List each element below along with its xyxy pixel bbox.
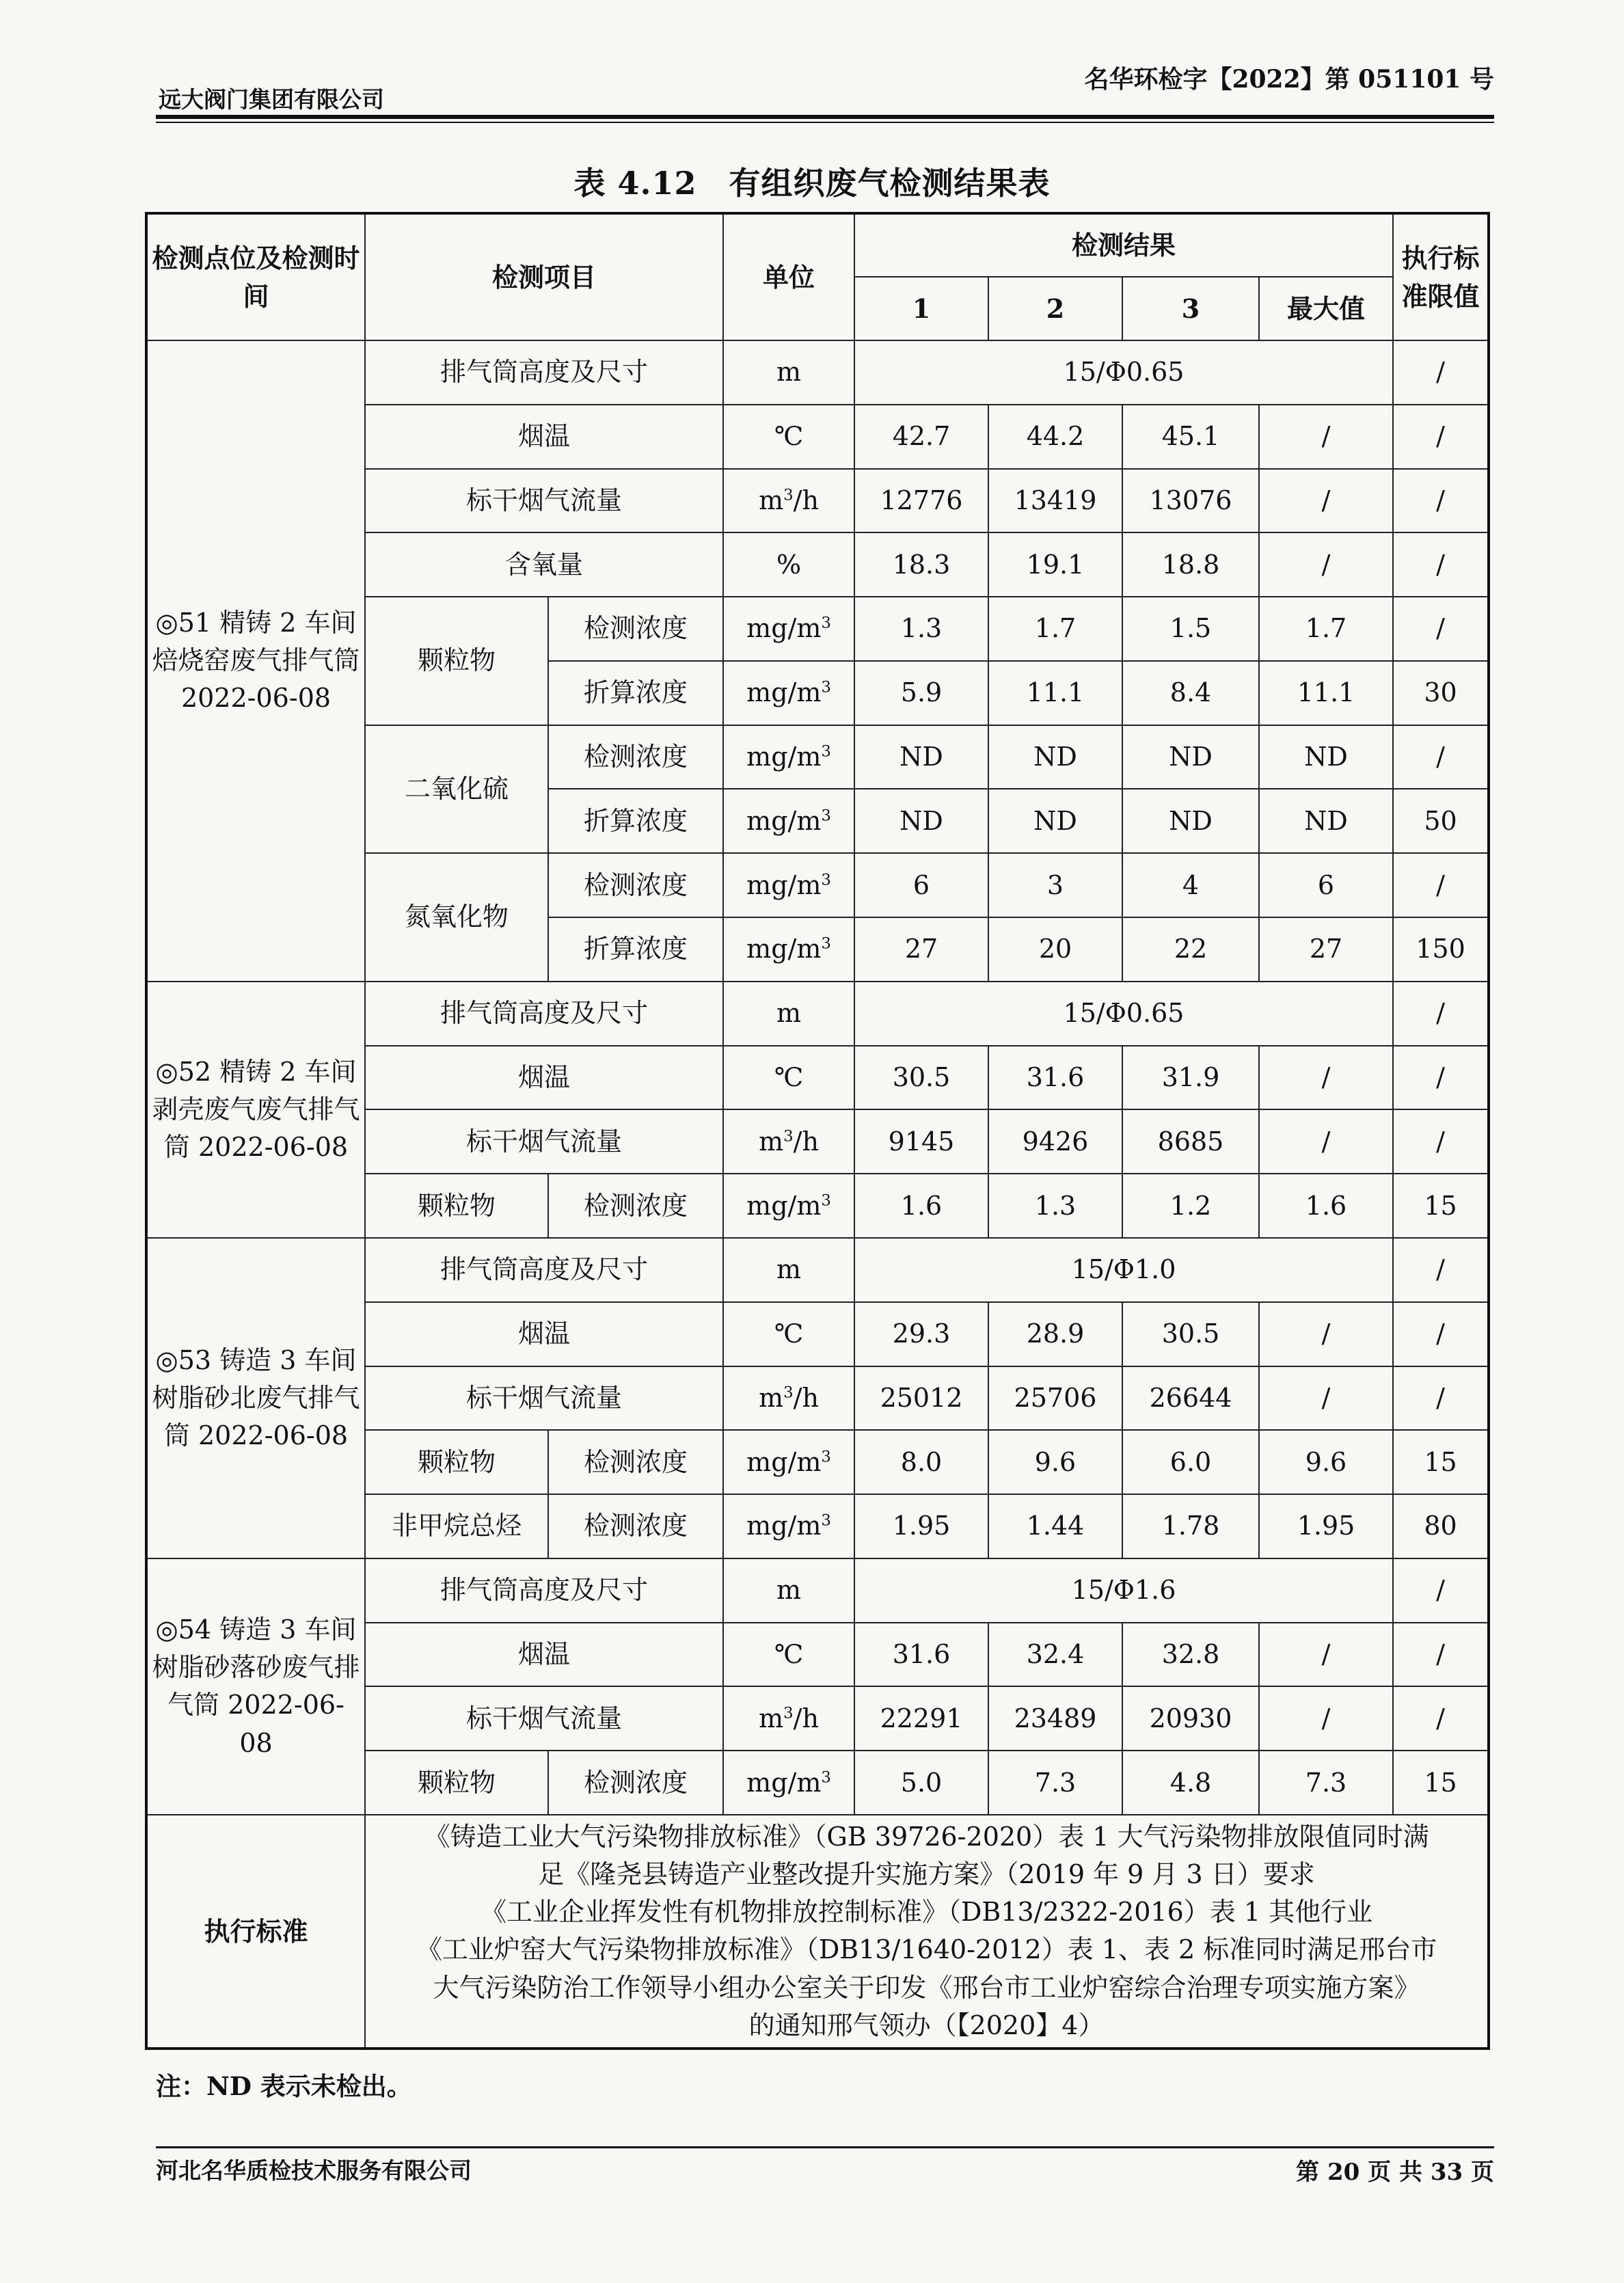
unit-cell: $mg/m^3$ — [723, 1174, 854, 1238]
col-header-site: 检测点位及检测时间 — [146, 213, 365, 340]
limit-value: 80 — [1393, 1494, 1489, 1558]
stack-size: 15/Φ0.65 — [854, 982, 1393, 1046]
value-1: 22291 — [854, 1686, 988, 1751]
value-3: ND — [1122, 725, 1259, 789]
value-2: 1.7 — [988, 597, 1122, 661]
limit-value: / — [1393, 1109, 1489, 1174]
item-sub: 检测浓度 — [548, 1174, 723, 1238]
col-header-r3: 3 — [1122, 277, 1259, 340]
unit-cell: $m^3/h$ — [723, 1366, 854, 1431]
value-3: ND — [1122, 789, 1259, 853]
limit-value: / — [1393, 405, 1489, 469]
value-2: 19.1 — [988, 532, 1122, 597]
unit-cell: $mg/m^3$ — [723, 789, 854, 853]
site-label: ◎51 精铸 2 车间焙烧窑废气排气筒 2022-06-08 — [146, 340, 365, 982]
standard-line: 的通知邢气领办（【2020】4） — [748, 2010, 1105, 2040]
value-max: / — [1259, 1302, 1393, 1366]
unit-cell: $mg/m^3$ — [723, 661, 854, 725]
table-title: 表 4.12 有组织废气检测结果表 — [573, 165, 1051, 202]
value-1: 8.0 — [854, 1430, 988, 1494]
item-name: 含氧量 — [365, 532, 723, 597]
value-2: 20 — [988, 917, 1122, 982]
value-3: 20930 — [1122, 1686, 1259, 1751]
unit-cell: ℃ — [723, 405, 854, 469]
item-group: 颗粒物 — [365, 1430, 548, 1494]
value-1: 1.95 — [854, 1494, 988, 1558]
value-2: 44.2 — [988, 405, 1122, 469]
value-2: 1.44 — [988, 1494, 1122, 1558]
item-group: 氮氧化物 — [365, 853, 548, 982]
value-2: ND — [988, 789, 1122, 853]
limit-value: / — [1393, 982, 1489, 1046]
value-3: 31.9 — [1122, 1046, 1259, 1110]
value-2: 3 — [988, 853, 1122, 917]
item-name: 排气筒高度及尺寸 — [365, 982, 723, 1046]
unit-cell: $mg/m^3$ — [723, 725, 854, 789]
unit-cell: ℃ — [723, 1623, 854, 1687]
header-company: 远大阀门集团有限公司 — [159, 86, 384, 113]
unit-cell: ℃ — [723, 1302, 854, 1366]
item-name: 排气筒高度及尺寸 — [365, 340, 723, 405]
item-sub: 折算浓度 — [548, 917, 723, 982]
limit-value: / — [1393, 532, 1489, 597]
value-max: / — [1259, 532, 1393, 597]
value-max: 11.1 — [1259, 661, 1393, 725]
footer-org: 河北名华质检技术服务有限公司 — [156, 2157, 472, 2184]
value-1: 1.6 — [854, 1174, 988, 1238]
item-sub: 检测浓度 — [548, 597, 723, 661]
table-row — [146, 1558, 1489, 1623]
item-name: 排气筒高度及尺寸 — [365, 1558, 723, 1623]
standard-line: 《工业炉窑大气污染物排放标准》（DB13/1640-2012）表 1、表 2 标准同时满足邢台市 — [416, 1934, 1437, 1965]
results-table — [145, 212, 1490, 2050]
item-sub: 检测浓度 — [548, 1430, 723, 1494]
limit-value: / — [1393, 469, 1489, 533]
unit-cell: $m^3/h$ — [723, 469, 854, 533]
limit-value: / — [1393, 1046, 1489, 1110]
value-3: 4 — [1122, 853, 1259, 917]
value-max: / — [1259, 1366, 1393, 1431]
stack-size: 15/Φ1.0 — [854, 1238, 1393, 1302]
standard-line: 足《隆尧县铸造产业整改提升实施方案》（2019 年 9 月 3 日）要求 — [538, 1859, 1315, 1890]
table-row — [146, 1238, 1489, 1302]
value-max: 27 — [1259, 917, 1393, 982]
value-1: 42.7 — [854, 405, 988, 469]
unit-cell: ℃ — [723, 1046, 854, 1110]
standard-line: 《工业企业挥发性有机物排放控制标准》（DB13/2322-2016）表 1 其他行业 — [480, 1897, 1373, 1928]
value-1: 5.0 — [854, 1751, 988, 1815]
limit-value: 15 — [1393, 1174, 1489, 1238]
item-name: 烟温 — [365, 405, 723, 469]
value-max: / — [1259, 469, 1393, 533]
item-name: 烟温 — [365, 1623, 723, 1687]
value-2: 23489 — [988, 1686, 1122, 1751]
value-2: 28.9 — [988, 1302, 1122, 1366]
item-name: 标干烟气流量 — [365, 1686, 723, 1751]
item-group: 非甲烷总烃 — [365, 1494, 548, 1558]
value-3: 4.8 — [1122, 1751, 1259, 1815]
item-group: 颗粒物 — [365, 1751, 548, 1815]
value-1: 25012 — [854, 1366, 988, 1431]
page-number: 第 20 页 共 33 页 — [1296, 2159, 1494, 2186]
header-rule-thin — [156, 122, 1494, 123]
value-1: 31.6 — [854, 1623, 988, 1687]
limit-value: / — [1393, 597, 1489, 661]
col-header-max: 最大值 — [1259, 277, 1393, 340]
limit-value: 15 — [1393, 1430, 1489, 1494]
value-max: 7.3 — [1259, 1751, 1393, 1815]
value-3: 13076 — [1122, 469, 1259, 533]
value-1: 1.3 — [854, 597, 988, 661]
col-header-limit: 执行标准限值 — [1393, 213, 1489, 340]
limit-value: 15 — [1393, 1751, 1489, 1815]
site-label: ◎53 铸造 3 车间树脂砂北废气排气筒 2022-06-08 — [146, 1238, 365, 1558]
site-label: ◎54 铸造 3 车间树脂砂落砂废气排气筒 2022-06-08 — [146, 1558, 365, 1815]
value-max: 9.6 — [1259, 1430, 1393, 1494]
value-3: 8685 — [1122, 1109, 1259, 1174]
item-name: 标干烟气流量 — [365, 1109, 723, 1174]
col-header-r1: 1 — [854, 277, 988, 340]
value-1: ND — [854, 789, 988, 853]
item-group: 颗粒物 — [365, 597, 548, 725]
value-max: ND — [1259, 789, 1393, 853]
unit-cell: m — [723, 982, 854, 1046]
limit-value: / — [1393, 340, 1489, 405]
footnote: 注：ND 表示未检出。 — [156, 2071, 412, 2101]
value-3: 22 — [1122, 917, 1259, 982]
item-name: 烟温 — [365, 1046, 723, 1110]
value-3: 6.0 — [1122, 1430, 1259, 1494]
value-1: 18.3 — [854, 532, 988, 597]
value-max: / — [1259, 405, 1393, 469]
value-2: 1.3 — [988, 1174, 1122, 1238]
report-number: 名华环检字【2022】第 051101 号 — [1084, 65, 1494, 94]
value-max: / — [1259, 1623, 1393, 1687]
value-2: 32.4 — [988, 1623, 1122, 1687]
value-3: 26644 — [1122, 1366, 1259, 1431]
item-group: 二氧化硫 — [365, 725, 548, 854]
value-3: 8.4 — [1122, 661, 1259, 725]
item-sub: 折算浓度 — [548, 661, 723, 725]
unit-cell: m — [723, 1238, 854, 1302]
site-label: ◎52 精铸 2 车间剥壳废气废气排气筒 2022-06-08 — [146, 982, 365, 1238]
limit-value: / — [1393, 1623, 1489, 1687]
limit-value: 50 — [1393, 789, 1489, 853]
value-3: 45.1 — [1122, 405, 1259, 469]
limit-value: / — [1393, 1238, 1489, 1302]
item-group: 颗粒物 — [365, 1174, 548, 1238]
value-max: 1.7 — [1259, 597, 1393, 661]
value-max: 6 — [1259, 853, 1393, 917]
value-max: / — [1259, 1046, 1393, 1110]
standard-line: 大气污染防治工作领导小组办公室关于印发《邢台市工业炉窑综合治理专项实施方案》 — [433, 1972, 1420, 2003]
limit-value: / — [1393, 1558, 1489, 1623]
limit-value: / — [1393, 725, 1489, 789]
unit-cell: $mg/m^3$ — [723, 853, 854, 917]
value-max: 1.95 — [1259, 1494, 1393, 1558]
item-name: 标干烟气流量 — [365, 1366, 723, 1431]
unit-cell: $mg/m^3$ — [723, 1430, 854, 1494]
header-rule — [156, 115, 1494, 119]
value-2: 9.6 — [988, 1430, 1122, 1494]
standard-line: 《铸造工业大气污染物排放标准》（GB 39726-2020）表 1 大气污染物排放限值同时满 — [424, 1822, 1429, 1852]
value-3: 1.5 — [1122, 597, 1259, 661]
value-1: 30.5 — [854, 1046, 988, 1110]
item-sub: 折算浓度 — [548, 789, 723, 853]
col-header-results: 检测结果 — [854, 213, 1393, 277]
value-max: 1.6 — [1259, 1174, 1393, 1238]
value-1: 29.3 — [854, 1302, 988, 1366]
unit-cell: $m^3/h$ — [723, 1686, 854, 1751]
col-header-r2: 2 — [988, 277, 1122, 340]
value-3: 32.8 — [1122, 1623, 1259, 1687]
item-sub: 检测浓度 — [548, 853, 723, 917]
value-2: ND — [988, 725, 1122, 789]
value-1: 6 — [854, 853, 988, 917]
value-3: 18.8 — [1122, 532, 1259, 597]
unit-cell: $mg/m^3$ — [723, 1751, 854, 1815]
stack-size: 15/Φ0.65 — [854, 340, 1393, 405]
item-sub: 检测浓度 — [548, 725, 723, 789]
limit-value: / — [1393, 1366, 1489, 1431]
value-1: 27 — [854, 917, 988, 982]
unit-cell: $mg/m^3$ — [723, 917, 854, 982]
value-1: 9145 — [854, 1109, 988, 1174]
value-1: ND — [854, 725, 988, 789]
limit-value: / — [1393, 1302, 1489, 1366]
value-2: 31.6 — [988, 1046, 1122, 1110]
value-max: / — [1259, 1109, 1393, 1174]
value-2: 25706 — [988, 1366, 1122, 1431]
value-max: ND — [1259, 725, 1393, 789]
col-header-unit: 单位 — [723, 213, 854, 340]
standard-label: 执行标准 — [146, 1815, 365, 2049]
value-3: 1.2 — [1122, 1174, 1259, 1238]
limit-value: / — [1393, 1686, 1489, 1751]
standard-text — [365, 1815, 1489, 2049]
value-2: 13419 — [988, 469, 1122, 533]
value-max: / — [1259, 1686, 1393, 1751]
table-row — [146, 340, 1489, 405]
value-1: 5.9 — [854, 661, 988, 725]
value-3: 1.78 — [1122, 1494, 1259, 1558]
limit-value: / — [1393, 853, 1489, 917]
value-3: 30.5 — [1122, 1302, 1259, 1366]
unit-cell: $m^3/h$ — [723, 1109, 854, 1174]
table-row — [146, 982, 1489, 1046]
item-sub: 检测浓度 — [548, 1494, 723, 1558]
unit-cell: $mg/m^3$ — [723, 597, 854, 661]
table-body — [146, 213, 1489, 2049]
unit-cell: % — [723, 532, 854, 597]
item-name: 排气筒高度及尺寸 — [365, 1238, 723, 1302]
unit-cell: m — [723, 1558, 854, 1623]
unit-cell: $mg/m^3$ — [723, 1494, 854, 1558]
value-2: 7.3 — [988, 1751, 1122, 1815]
value-2: 9426 — [988, 1109, 1122, 1174]
stack-size: 15/Φ1.6 — [854, 1558, 1393, 1623]
col-header-item: 检测项目 — [365, 213, 723, 340]
item-sub: 检测浓度 — [548, 1751, 723, 1815]
unit-cell: m — [723, 340, 854, 405]
item-name: 烟温 — [365, 1302, 723, 1366]
footer-rule — [156, 2146, 1494, 2148]
limit-value: 30 — [1393, 661, 1489, 725]
value-2: 11.1 — [988, 661, 1122, 725]
limit-value: 150 — [1393, 917, 1489, 982]
value-1: 12776 — [854, 469, 988, 533]
item-name: 标干烟气流量 — [365, 469, 723, 533]
